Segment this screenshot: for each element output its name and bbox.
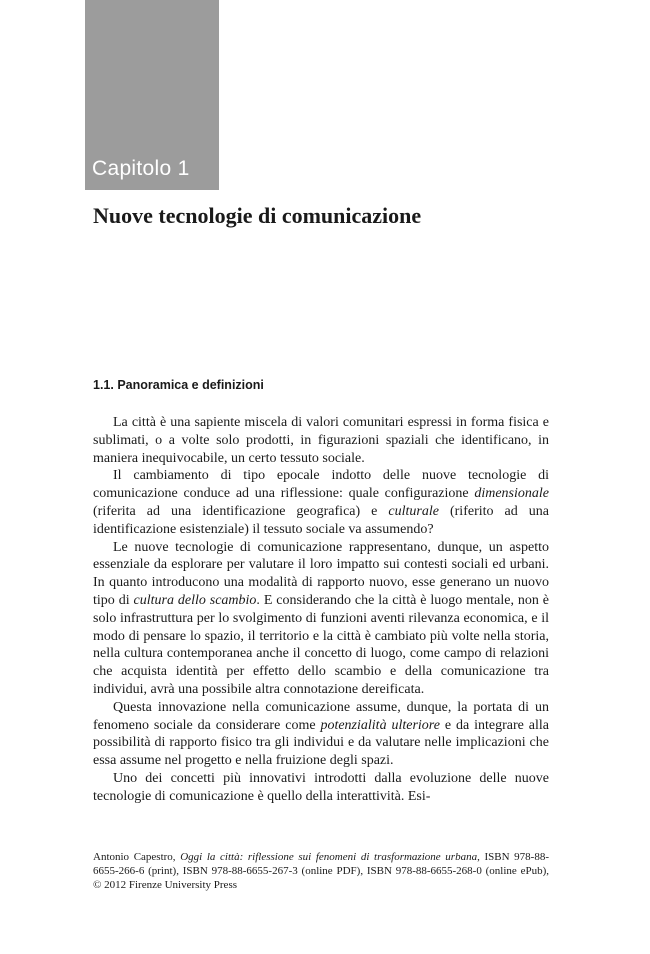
italic-term: culturale — [388, 503, 439, 519]
paragraph — [93, 414, 549, 467]
paragraph — [93, 467, 549, 538]
text-run: Le nuove tecnologie di comunicazione rappresentano, dunque, un aspetto essenziale da esplorare per valutare il loro impatto sui contesti sociali ed urbani. In quanto introducono una modalità di rapporto nuovo, esse generano un nuovo tipo di — [93, 539, 549, 608]
chapter-label: Capitolo 1 — [92, 157, 190, 180]
text-run: Uno dei concetti più innovativi introdotti dalla evoluzione delle nuove tecnologie di comunicazione è quello della interattività. Esi- — [93, 770, 549, 804]
text-run: La città è una sapiente miscela di valori comunitari espressi in forma fisica e sublimati, o a volte solo prodotti, in figurazioni spaziali che identificano, in maniera inequivocabile, un certo tessuto sociale. — [93, 415, 549, 466]
paragraph — [93, 539, 549, 699]
text-run: Questa innovazione nella comunicazione assume, dunque, la portata di un fenomeno sociale da considerare come — [93, 699, 549, 733]
section-heading: 1.1. Panoramica e definizioni — [93, 378, 264, 392]
italic-term: potenzialità ulteriore — [320, 717, 440, 733]
text-run: (riferito ad una identificazione esistenziale) il tessuto sociale va assumendo? — [93, 503, 549, 537]
footer-book-title: Oggi la città: riflessione sui fenomeni di trasformazione urbana — [180, 851, 478, 863]
footer-author: Antonio Capestro, — [93, 851, 181, 863]
text-run: e da integrare alla possibilità di rapporto fisico tra gli individui e da valutare nelle implicazioni che essa assume nel progetto e nella fruizione degli spazi. — [93, 717, 549, 769]
italic-term: dimensionale — [474, 486, 549, 502]
paragraph — [93, 699, 549, 770]
body-text — [93, 414, 549, 806]
chapter-title: Nuove tecnologie di comunicazione — [93, 203, 422, 228]
footer-isbn: , ISBN 978-88-6655-266-6 (print), ISBN 978-88-6655-267-3 (online PDF), ISBN 978-88-6655-268-0 (online ePub), © 2012 Firenze University Press — [93, 851, 550, 891]
text-run: (riferita ad una identificazione geografica) e — [93, 503, 389, 519]
paragraph — [93, 770, 549, 806]
chapter-label-box — [85, 0, 219, 190]
italic-term: cultura dello scambio — [133, 592, 257, 608]
text-run: Il cambiamento di tipo epocale indotto delle nuove tecnologie di comunicazione conduce ad una riflessione: quale configurazione — [93, 468, 549, 502]
citation-footer — [93, 850, 549, 892]
text-run: . E considerando che la città è luogo mentale, non è solo infrastruttura per lo svolgimento di funzioni aventi rilevanza economica, e il modo di pensare lo spazio, il territorio e la città è cambiato più volte nella storia, nella cultura contemporanea anche il concetto di luogo, come campo di relazioni che acquista identità per effetto dello scambio e della comunicazione tra individui, avrà una possibile altra connotazione dereificata. — [93, 592, 549, 697]
